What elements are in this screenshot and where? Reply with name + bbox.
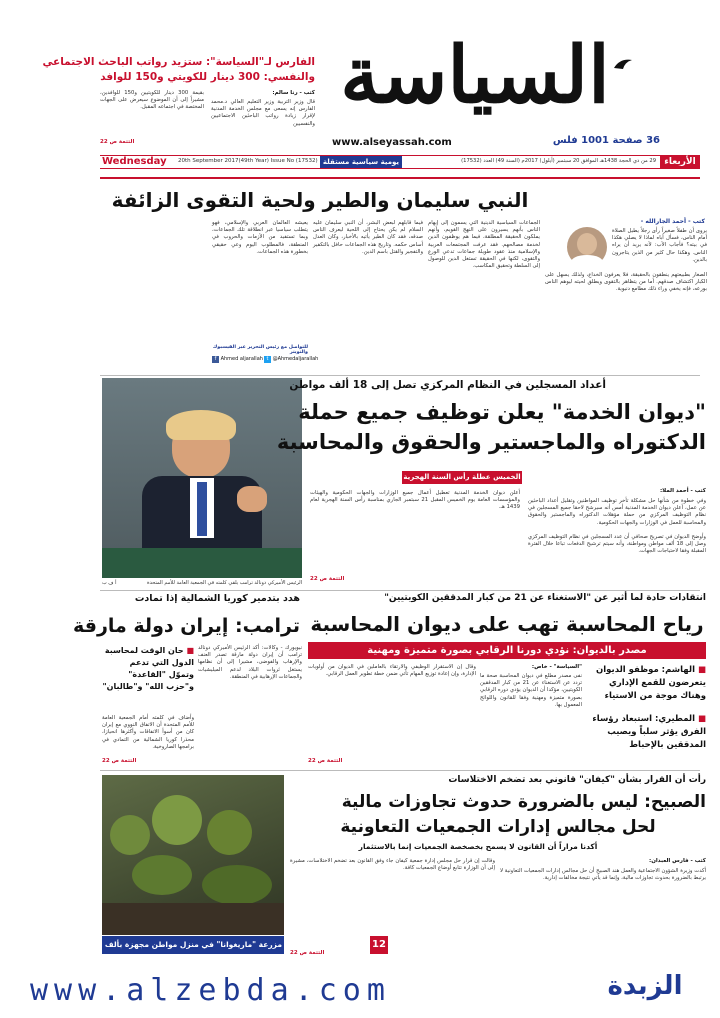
coop-subhead: أكدنا مراراً أن القانون لا يسمح بخصخصة الجمعيات إنما بالاستثمار — [358, 842, 598, 851]
editorial-top-rule — [100, 177, 700, 179]
promo-body-left: بقيمة 300 دينار للكويتيين و150 للوافدين، مشيراً إلى أن الموضوع سيعرض على الجهات المختصة في اجتماعه المقبل. — [100, 90, 204, 111]
promo-headline-2: والنفسي: 300 دينار للكويتي و150 للوافد — [100, 71, 315, 83]
editorial-author: كتب - أحمد الجارالله - — [640, 218, 705, 225]
coop-kicker: رأت أن القرار بشأن "كيفان" قانوني بعد تضخم الاختلاسات — [448, 775, 706, 785]
audit-bullet-1-text: الهاشم: موظفو الديوان يتعرضون للقمع الإداري وهناك موجة من الاستياء — [596, 665, 706, 701]
author-portrait — [567, 227, 607, 267]
top-promo[interactable] — [42, 55, 315, 151]
masthead-logo: السياسة — [340, 30, 610, 121]
audit-bullet-1-icon: ■ — [697, 665, 706, 675]
main-body-right: وأوضح الديوان في تصريح صحافي أن عدد المسجلين في نظام التوظيف المركزي وصل إلى 18 ألف مواطن ومواطنة، وأنه سيتم ترشيح الدفعات تباعا خلال الفترة المقبلة وفقا لاحتياجات الجهات. — [528, 534, 706, 555]
trump-photo — [102, 378, 302, 578]
promo-author: كتب - رنا سالم: — [272, 90, 315, 96]
day-english: Wednesday — [102, 156, 167, 167]
main-body-center: وفي خطوة من شأنها حل مشكلة تأخر توظيف المواطنين وتقليل أعداد الباحثين عن عمل، أعلن ديوان الخدمة المدنية أمس أنه سيرشح لاحقا جميع المسجلين في نظام التوظيف المركزي من حملة مؤهلات الدكتوراه والماجستير والحقوق والمحاسبة للعمل في الوزارات والجهات الحكومية. — [528, 498, 706, 526]
twitter-icon: t — [264, 356, 271, 363]
audit-bottom-rule — [100, 770, 700, 771]
audit-kicker: انتقادات حادة لما أثير عن "الاستغناء عن 21 من كبار المدققين الكويتيين" — [384, 593, 706, 603]
trump-body-2: وأضاف في كلمته أمام الجمعية العامة للأمم المتحدة أن الاتفاق النووي مع إيران كان من أسوأ الاتفاقات وأكثرها انحيازا، محذرا كوريا الشمالية من التمادي في برامجها الصاروخية. — [102, 715, 194, 750]
main-kicker: أعداد المسجلين في النظام المركزي تصل إلى 18 ألف مواطن — [289, 379, 606, 391]
audit-banner: مصدر بالديوان: نؤدي دورنا الرقابي بصورة متميزة ومهنية — [308, 642, 706, 659]
trump-body-1: نيويورك - وكالات: أكد الرئيس الأميركي دونالد ترامب أن إيران دولة مارقة تصدر العنف والإرهاب والفوضى، مشيرا إلى أن نظامها يستغل ثروات البلاد لدعم الميليشيات والجماعات الإرهابية في المنطقة. — [198, 645, 302, 680]
twitter-handle[interactable] — [264, 356, 318, 363]
facebook-icon: f — [212, 356, 219, 363]
main-headline-2: الدكتوراه والماجستير والحقوق والمحاسبة — [276, 430, 706, 454]
editorial-headline: النبي سليمان والطير ولحية التقوى الزائفة — [111, 188, 529, 212]
editorial-bottom-rule — [100, 375, 700, 376]
main-bottom-rule — [100, 590, 700, 591]
audit-page-ref[interactable]: التتمة ص 22 — [308, 758, 343, 764]
editorial-col-4: الصغار بطبيعتهم ينطقون بالحقيقة، فلا يعرفون الخداع، ولذلك يسهل على الكبار اكتشاف صدقهم. أما من يتظاهر بالتقوى ويطلق لحيته ليوهم الناس بورعه، فإنه يخفي وراء ذلك مطامع دنيوية. — [545, 272, 707, 293]
farm-headline-text: مزرعة "ماريغوانا" في منزل مواطن مجهزة بألف شتلة — [84, 940, 282, 949]
footer-url[interactable]: www.alzebda.com — [30, 973, 391, 1008]
farm-headline — [84, 936, 284, 954]
trump-kicker: هدد بتدمير كوريا الشمالية إذا تمادت — [134, 593, 300, 604]
editorial-col-3: يعيشه العالمان العربي والإسلامي، فهو يتطلب سياسيا عبر انطلاقة تلك الجماعات، وبما تستفيد من الأزمات والحروب في المنطقة، فالمطلوب اليوم وعي حقيقي بخطورة هذه الجماعات. — [212, 220, 308, 255]
coop-author: كتب - فارس العبدان: — [649, 858, 706, 864]
photo-caption: الرئيس الأميركي دونالد ترامب يلقي كلمته في الجمعية العامة للأمم المتحدة — [147, 580, 302, 586]
audit-bullet-1 — [586, 664, 706, 703]
date-english: 20th September 2017(49th Year) Issue No (17532) — [178, 158, 318, 164]
masthead-bird-icon — [612, 54, 634, 76]
tagline-badge: يومية سياسية مستقلة — [320, 156, 402, 168]
coop-headline-2: لحل مجالس إدارات الجمعيات التعاونية — [340, 817, 656, 837]
footer — [0, 965, 720, 1018]
twitter-handle-text: @Ahmedaljarallah — [272, 356, 319, 362]
date-arabic: 29 من ذي الحجة 1438هـ الموافق 20 سبتمبر (أيلول) 2017م (السنة 49) العدد (17532) — [461, 158, 656, 164]
editorial-col-1: الجماعات السياسية الدينية التي يسمون إلى إيهام الناس بأنهم يسيرون على النهج القويم، وأنهم يملكون الحقيقة المطلقة، فيما هم يوظفون الدين لخدمة مصالحهم. فقد عرفت المجتمعات العربية والإسلامية منذ عقود طويلة جماعات تدعي الورع والتقوى، لكنها في الحقيقة تستغل الدين للوصول إلى السلطة وتحقيق المكاسب. — [428, 220, 540, 270]
website-link[interactable]: www.alseyassah.com — [332, 137, 452, 148]
trump-page-ref[interactable]: التتمة ص 22 — [102, 758, 137, 764]
audit-body: نفى مصدر مطلع في ديوان المحاسبة صحة ما تردد عن الاستغناء عن 21 من كبار المدققين الكويتيين، مؤكدا أن الديوان يؤدي دوره الرقابي بصورة متميزة ومهنية وفقا للقانون واللوائح المعمول بها. — [480, 673, 582, 708]
promo-body-right: قال وزير التربية وزير التعليم العالي د.محمد الفارس إنه يسعى مع مجلس الخدمة المدنية لإقرار زيادة رواتب الباحثين الاجتماعيين والنفسيين — [211, 99, 315, 127]
trump-bullet-text: حان الوقت لمحاسبة الدول التي تدعم وتموّل "القاعدة" و"حزب الله" و"طالبان" — [102, 646, 194, 691]
day-arabic: الأربعاء — [660, 155, 700, 169]
social-caption: للتواصل مع رئيس التحرير عبر الفيسبوك والتويتر — [212, 345, 308, 355]
main-page-ref[interactable]: التتمة ص 22 — [310, 576, 345, 582]
audit-bullet-2-text: المطيري: استبعاد رؤساء الفرق يؤثر سلباً ويصيب المدققين بالإحباط — [592, 714, 706, 750]
farm-page-number[interactable]: 12 — [370, 936, 388, 954]
audit-headline: رياح المحاسبة تهب على ديوان المحاسبة — [310, 612, 704, 636]
audit-body-2: وقال إن الاستقرار الوظيفي والارتقاء بالعاملين في الديوان من أولويات الإدارة، وإن إعادة توزيع المهام تأتي ضمن خطة تطوير العمل الرقابي. — [308, 664, 476, 678]
footer-logo: الزبدة — [607, 971, 683, 1001]
trump-bullet-icon: ■ — [186, 646, 194, 655]
audit-bullet-2 — [586, 713, 706, 752]
main-author: كتب - أحمد الملا: — [659, 488, 706, 494]
photo-credit: أ ف ب — [102, 580, 117, 586]
editorial-col-5: يروى أن طفلاً صغيراً رأى رجلاً يطيل الصلاة أمام الناس، فسأل أباه لماذا لا يصلي هكذا في بيته؟ فأجاب الأب: لأنه يريد أن يراه الناس. وهكذا حال كثير من الذين يتاجرون بالدين. — [612, 228, 707, 263]
farm-photo — [102, 775, 284, 935]
main-headline-1: "ديوان الخدمة" يعلن توظيف جميع حملة — [298, 400, 706, 424]
facebook-handle[interactable] — [212, 356, 263, 363]
trump-bullet — [102, 645, 194, 693]
coop-body-2: وقالت إن قرار حل مجلس إدارة جمعية كيفان جاء وفق القانون بعد تضخم الاختلاسات، مشيرة إلى أن الوزارة تتابع أوضاع الجمعيات كافة. — [290, 858, 495, 872]
coop-body-1: أكدت وزيرة الشؤون الاجتماعية والعمل هند الصبيح أن حل مجالس إدارات الجمعيات التعاونية لا يرتبط بالضرورة بحدوث تجاوزات مالية، وإنما قد يأتي نتيجة مخالفات إدارية. — [500, 868, 706, 882]
holiday-badge: الخميس عطلة رأس السنة الهجرية — [402, 471, 522, 484]
facebook-handle-text: Ahmed aljarallah — [220, 356, 263, 362]
promo-page-ref[interactable]: التتمة ص 22 — [100, 139, 135, 145]
promo-headline-1: الفارس لـ"السياسة": ستزيد رواتب الباحث الاجتماعي — [42, 56, 315, 68]
main-body-left: أعلن ديوان الخدمة المدنية تعطيل أعمال جميع الوزارات والجهات الحكومية والهيئات والمؤسسات العامة يوم الخميس المقبل 21 سبتمبر الجاري بمناسبة رأس السنة الهجرية لعام 1439 هـ. — [310, 490, 520, 511]
issue-price: 36 صفحة 1001 فلس — [552, 135, 660, 146]
coop-page-ref[interactable]: التتمة ص 22 — [290, 950, 325, 956]
audit-bullet-2-icon: ■ — [697, 714, 706, 724]
coop-headline-1: الصبيح: ليس بالضرورة حدوث تجاوزات مالية — [341, 792, 706, 812]
trump-headline: ترامب: إيران دولة مارقة — [73, 615, 300, 637]
editorial-col-2: فيما قابلهم لبعض البشر، أن النبي سليمان عليه السلام لم يكن يحتاج إلى اللحية ليعرف الناس صدقه، فقد كان الطير يأتيه بالأخبار، وكان العدل أساس حكمه. وتاريخ هذه الجماعات حافل بالتكفير والتفجير والقتل باسم الدين. — [313, 220, 423, 255]
audit-author: "السياسة" - خاص: — [531, 664, 582, 670]
